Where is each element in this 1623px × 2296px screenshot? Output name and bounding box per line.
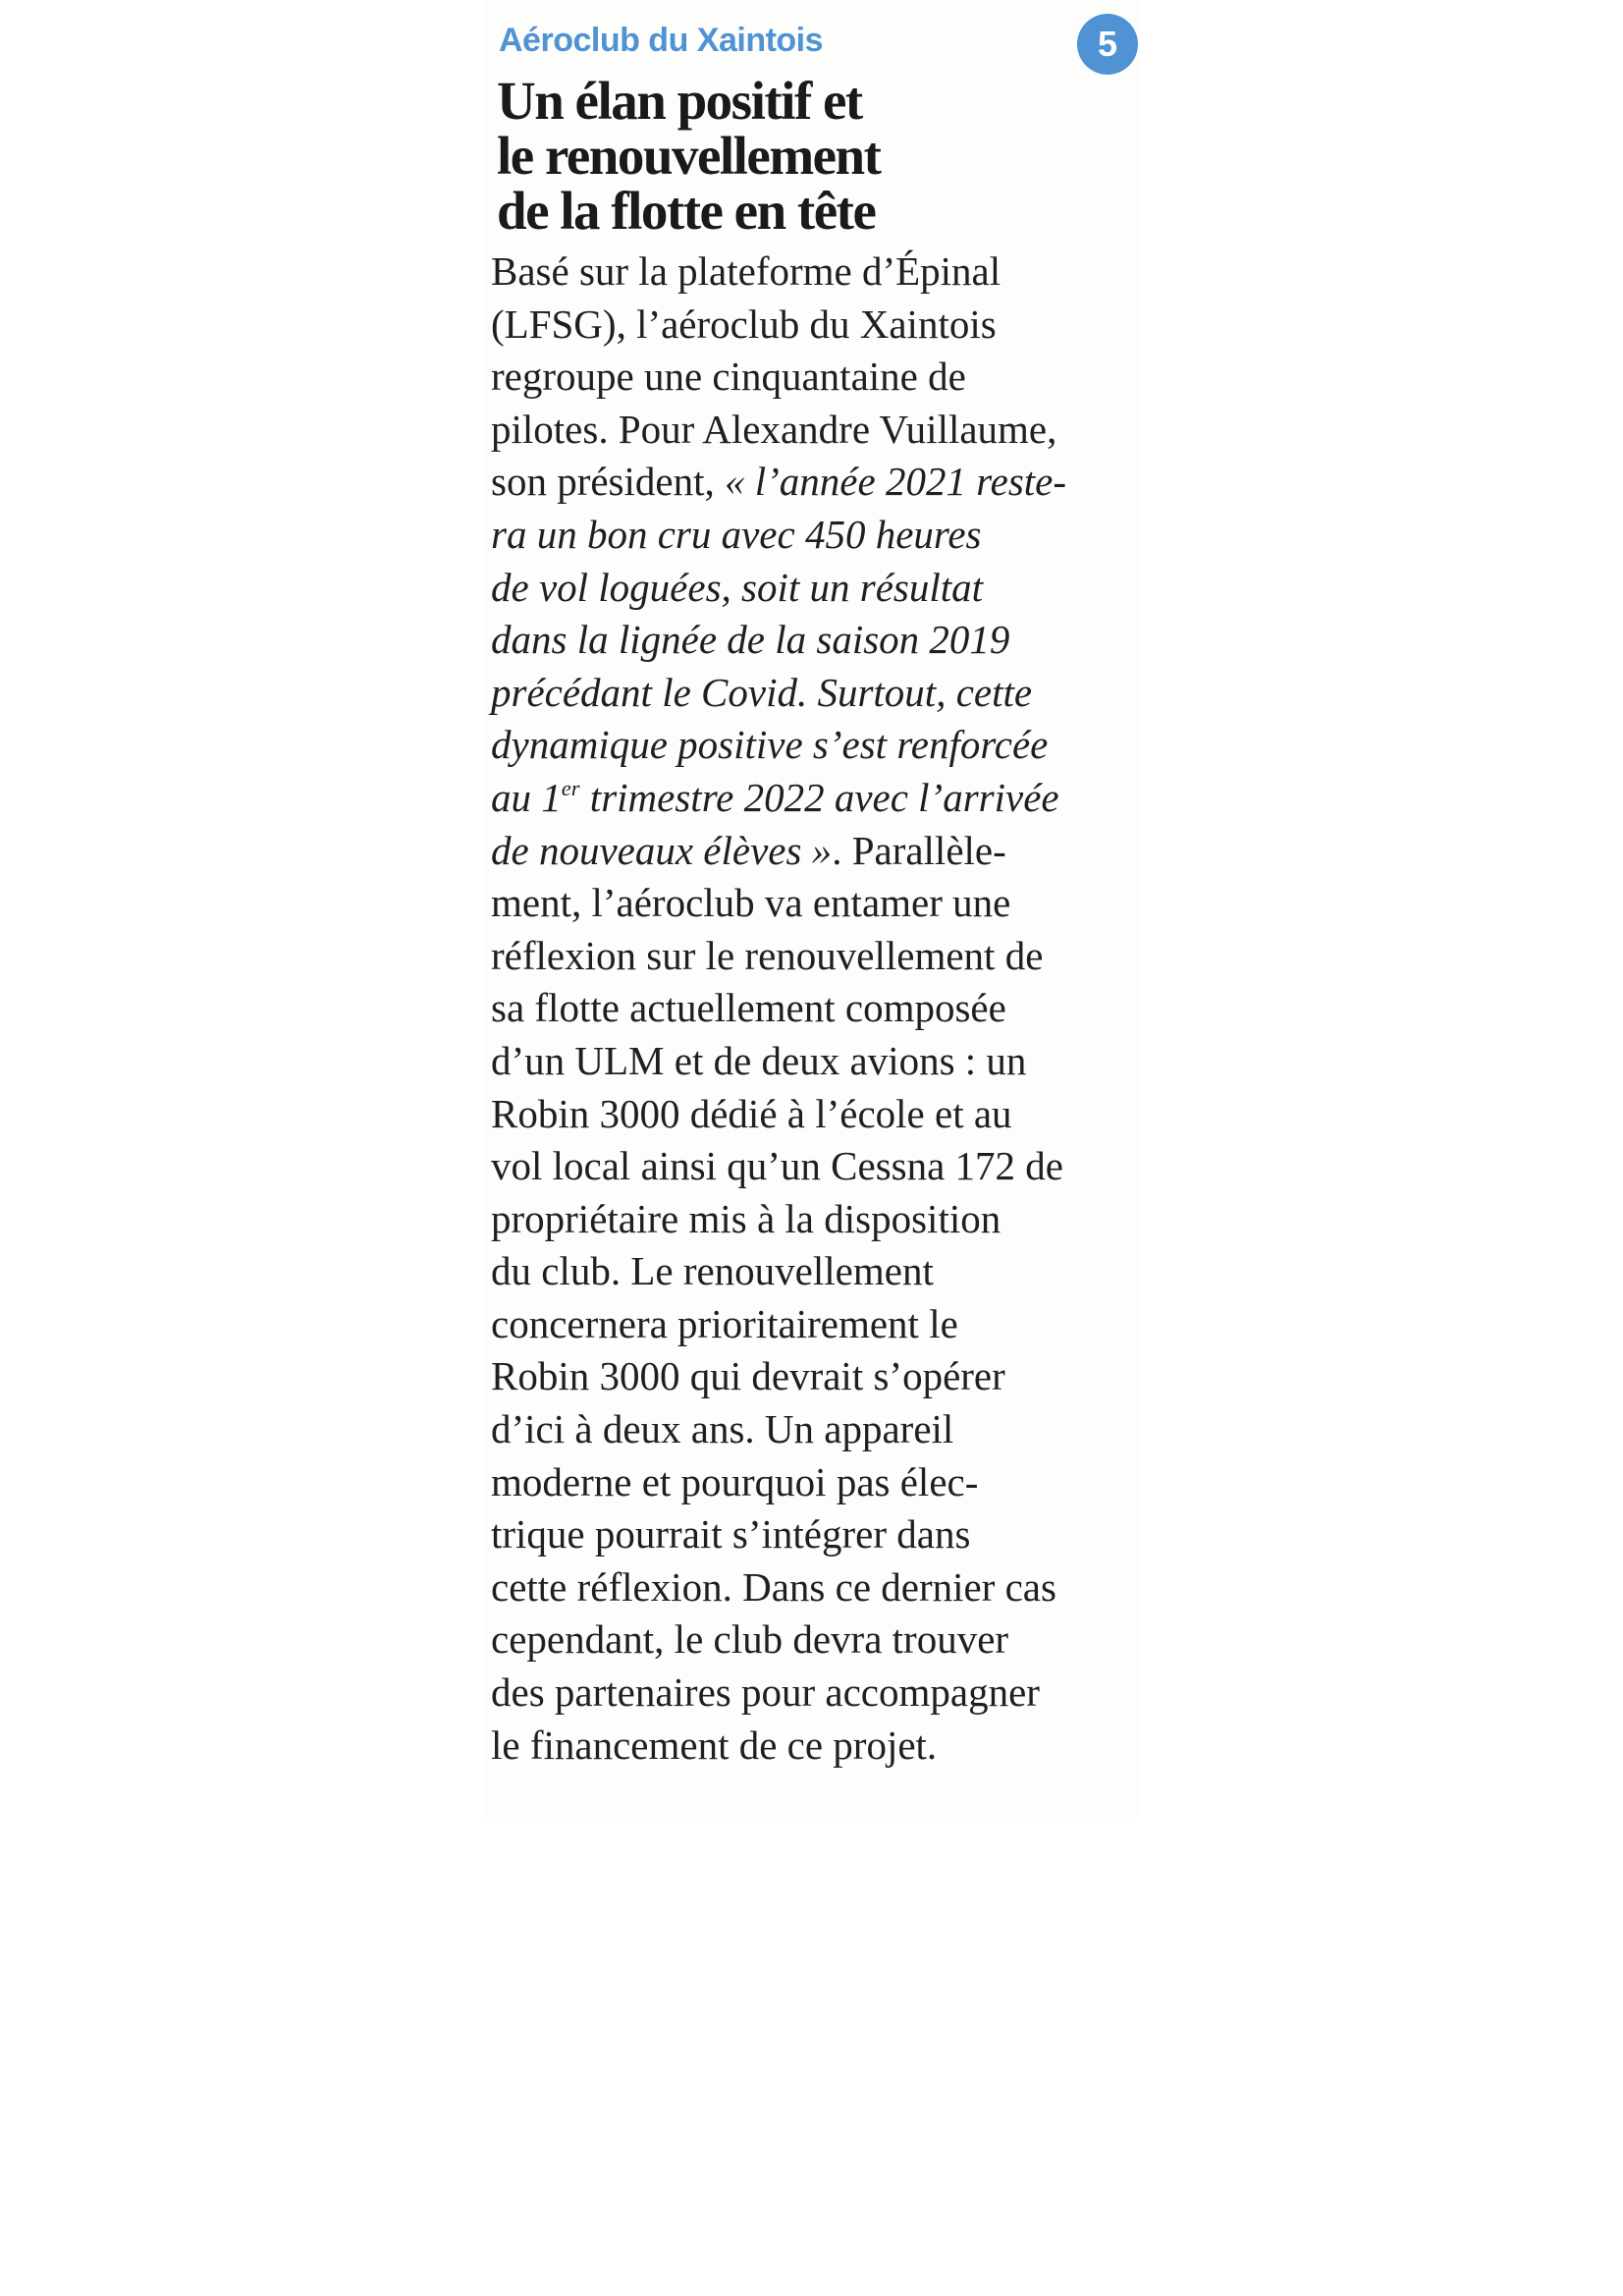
article-headline (497, 71, 1047, 241)
quote-line: dynamique positive s’est renforcée (491, 722, 1049, 768)
body-line: moderne et pourquoi pas élec- (491, 1458, 979, 1504)
body-line: trique pourrait s’intégrer dans (491, 1511, 971, 1558)
ordinal-suffix: er (561, 776, 580, 801)
quote-text: trimestre 2022 avec l’arrivée (579, 774, 1059, 820)
quote-line: ra un bon cru avec 450 heures (491, 511, 982, 557)
body-line: vol local ainsi qu’un Cessna 172 de (491, 1143, 1064, 1189)
page-number-badge: 5 (1077, 14, 1138, 75)
quote-line: dans la lignée de la saison 2019 (491, 617, 1010, 663)
body-line (491, 825, 1139, 878)
headline-line: de la flotte en tête (497, 181, 876, 241)
body-line: cette réflexion. Dans ce dernier cas (491, 1563, 1056, 1610)
body-line: le financement de ce projet. (491, 1722, 938, 1768)
quote-text: au 1 (491, 774, 562, 820)
body-line: ment, l’aéroclub va entamer une (491, 880, 1011, 926)
body-text-run: son président, (491, 459, 725, 505)
headline-line: Un élan positif et (497, 71, 862, 131)
body-line: Robin 3000 dédié à l’école et au (491, 1090, 1012, 1136)
quote-line (491, 772, 1139, 825)
body-line: des partenaires pour accompagner (491, 1669, 1040, 1716)
body-line: sa flotte actuellement composée (491, 985, 1006, 1031)
body-line: concernera prioritairement le (491, 1300, 958, 1346)
body-line: regroupe une cinquantaine de (491, 354, 966, 400)
body-line: pilotes. Pour Alexandre Vuillaume, (491, 406, 1057, 452)
quote-text: de nouveaux élèves » (491, 827, 833, 873)
quote-text: « l’année 2021 reste- (725, 459, 1067, 505)
headline-line: le renouvellement (497, 126, 881, 186)
body-line: (LFSG), l’aéroclub du Xaintois (491, 301, 997, 347)
body-line: d’ici à deux ans. Un appareil (491, 1406, 954, 1452)
body-line: du club. Le renouvellement (491, 1248, 934, 1294)
body-line: propriétaire mis à la disposition (491, 1195, 1001, 1241)
article-body (491, 246, 1139, 1772)
quote-line: de vol loguées, soit un résultat (491, 564, 984, 610)
quote-line: précédant le Covid. Surtout, cette (491, 669, 1033, 715)
body-text-run: . Parallèle- (832, 827, 1006, 873)
section-kicker: Aéroclub du Xaintois (499, 22, 824, 59)
body-line (491, 456, 1139, 509)
body-line: d’un ULM et de deux avions : un (491, 1037, 1027, 1083)
body-line: réflexion sur le renouvellement de (491, 932, 1044, 978)
body-line: Basé sur la plateforme d’Épinal (491, 248, 1001, 294)
body-line: cependant, le club devra trouver (491, 1616, 1009, 1663)
body-line: Robin 3000 qui devrait s’opérer (491, 1353, 1005, 1399)
